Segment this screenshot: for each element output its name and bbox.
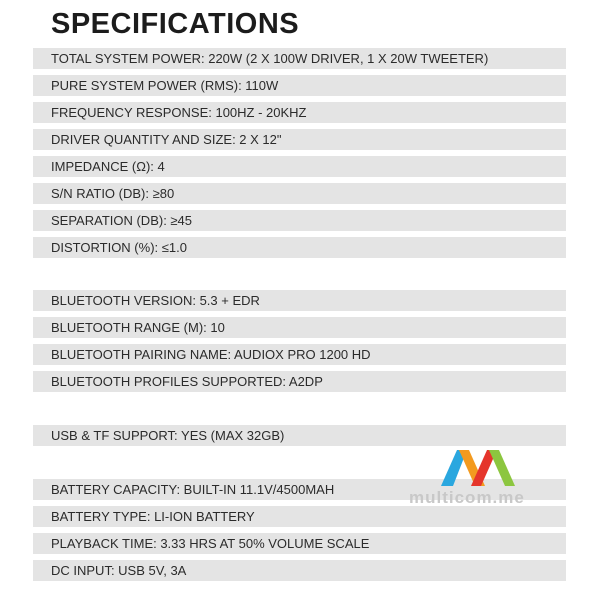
spec-bluetooth-range: BLUETOOTH RANGE (M): 10 bbox=[33, 317, 566, 338]
spec-bluetooth-pairing-name: BLUETOOTH PAIRING NAME: AUDIOX PRO 1200 HD bbox=[33, 344, 566, 365]
spec-bluetooth-version: BLUETOOTH VERSION: 5.3 + EDR bbox=[33, 290, 566, 311]
page-title: SPECIFICATIONS bbox=[51, 8, 300, 40]
spec-battery-type: BATTERY TYPE: LI-ION BATTERY bbox=[33, 506, 566, 527]
spec-battery-capacity: BATTERY CAPACITY: BUILT-IN 11.1V/4500MAH bbox=[33, 479, 566, 500]
spec-bluetooth-profiles: BLUETOOTH PROFILES SUPPORTED: A2DP bbox=[33, 371, 566, 392]
spec-playback-time: PLAYBACK TIME: 3.33 HRS AT 50% VOLUME SCALE bbox=[33, 533, 566, 554]
spec-usb-tf-support: USB & TF SUPPORT: YES (MAX 32GB) bbox=[33, 425, 566, 446]
spec-total-system-power: TOTAL SYSTEM POWER: 220W (2 X 100W DRIVER, 1 X 20W TWEETER) bbox=[33, 48, 566, 69]
multicom-m-icon bbox=[441, 448, 515, 488]
spec-driver-quantity: DRIVER QUANTITY AND SIZE: 2 X 12" bbox=[33, 129, 566, 150]
spec-impedance: IMPEDANCE (Ω): 4 bbox=[33, 156, 566, 177]
watermark-text: multicom.me bbox=[409, 488, 525, 507]
spec-dc-input: DC INPUT: USB 5V, 3A bbox=[33, 560, 566, 581]
spec-distortion: DISTORTION (%): ≤1.0 bbox=[33, 237, 566, 258]
watermark-logo bbox=[403, 448, 553, 510]
spec-frequency-response: FREQUENCY RESPONSE: 100HZ - 20KHZ bbox=[33, 102, 566, 123]
spec-separation: SEPARATION (DB): ≥45 bbox=[33, 210, 566, 231]
spec-sn-ratio: S/N RATIO (DB): ≥80 bbox=[33, 183, 566, 204]
spec-pure-system-power: PURE SYSTEM POWER (RMS): 110W bbox=[33, 75, 566, 96]
